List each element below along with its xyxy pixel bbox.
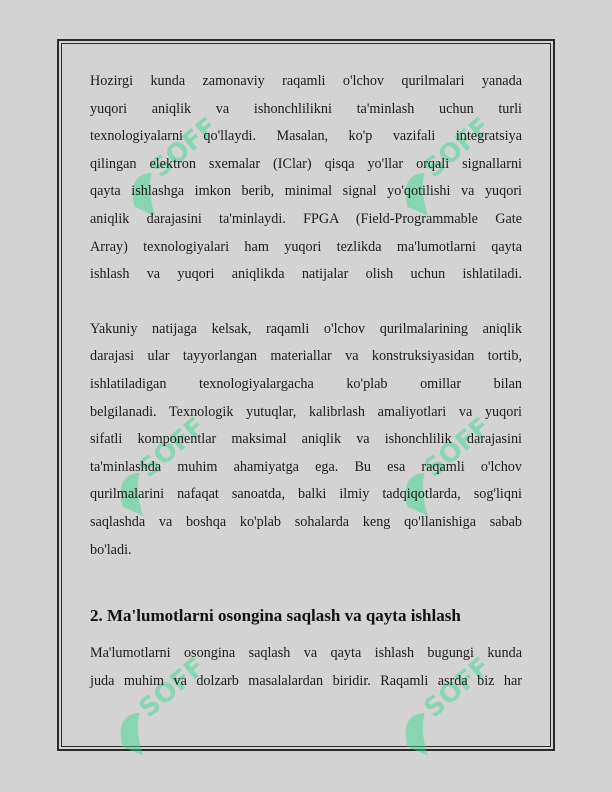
section-heading: 2. Ma'lumotlarni osongina saqlash va qayta ishlash <box>90 606 461 626</box>
svg-text:SOFF: SOFF <box>133 651 212 724</box>
paragraph-2 <box>90 316 522 564</box>
svg-text:SOFF: SOFF <box>418 651 497 724</box>
paragraph-1 <box>90 68 522 289</box>
text-line: saqlashda va boshqa ko'plab sohalarda keng qo'llanishiga sabab <box>90 513 522 530</box>
text-line: Yakuniy natijaga kelsak, raqamli o'lchov qurilmalarining aniqlik <box>90 320 522 337</box>
svg-text:SOFF: SOFF <box>133 411 212 484</box>
text-line: sifatli komponentlar maksimal aniqlik va ishonchlilik darajasini <box>90 431 522 448</box>
text-line: Ma'lumotlarni osongina saqlash va qayta ishlash bugungi kunda <box>90 645 522 662</box>
svg-text:SOFF: SOFF <box>145 111 224 184</box>
text-line: bo'ladi. <box>90 541 132 558</box>
text-line: Hozirgi kunda zamonaviy raqamli o'lchov qurilmalari yanada <box>90 73 522 89</box>
text-line: ishlatiladigan texnologiyalargacha ko'plab omillar bilan <box>90 375 522 392</box>
text-line: qurilmalarini nafaqat sanoatda, balki ilmiy tadqiqotlarda, sog'liqni <box>90 486 522 503</box>
text-line: aniqlik darajasini ta'minlaydi. FPGA (Field-Programmable Gate <box>90 210 522 227</box>
document-body <box>90 68 522 695</box>
text-line: qilingan elektron sxemalar (IClar) qisqa yo'llar orqali signallarni <box>90 155 522 172</box>
svg-text:SOFF: SOFF <box>418 411 497 484</box>
text-line: yuqori aniqlik va ishonchlilikni ta'minlash uchun turli <box>90 100 522 117</box>
paragraph-3 <box>90 640 522 695</box>
text-line: belgilanadi. Texnologik yutuqlar, kalibrlash amaliyotlari va yuqori <box>90 403 522 420</box>
text-line: juda muhim va dolzarb masalalardan biridir. Raqamli asrda biz har <box>90 672 522 689</box>
svg-text:SOFF: SOFF <box>418 111 497 184</box>
text-line: ishlash va yuqori aniqlikda natijalar olish uchun ishlatiladi. <box>90 266 522 283</box>
text-line: darajasi ular tayyorlangan materiallar va konstruksiyasidan tortib, <box>90 348 522 365</box>
text-line: ta'minlashda muhim ahamiyatga ega. Bu esa raqamli o'lchov <box>90 458 522 475</box>
text-line: texnologiyalarni qo'llaydi. Masalan, ko'p vazifali integratsiya <box>90 128 522 145</box>
text-line: Array) texnologiyalari ham yuqori tezlikda ma'lumotlarni qayta <box>90 238 522 255</box>
text-line: qayta ishlashga imkon berib, minimal signal yo'qotilishi va yuqori <box>90 183 522 200</box>
